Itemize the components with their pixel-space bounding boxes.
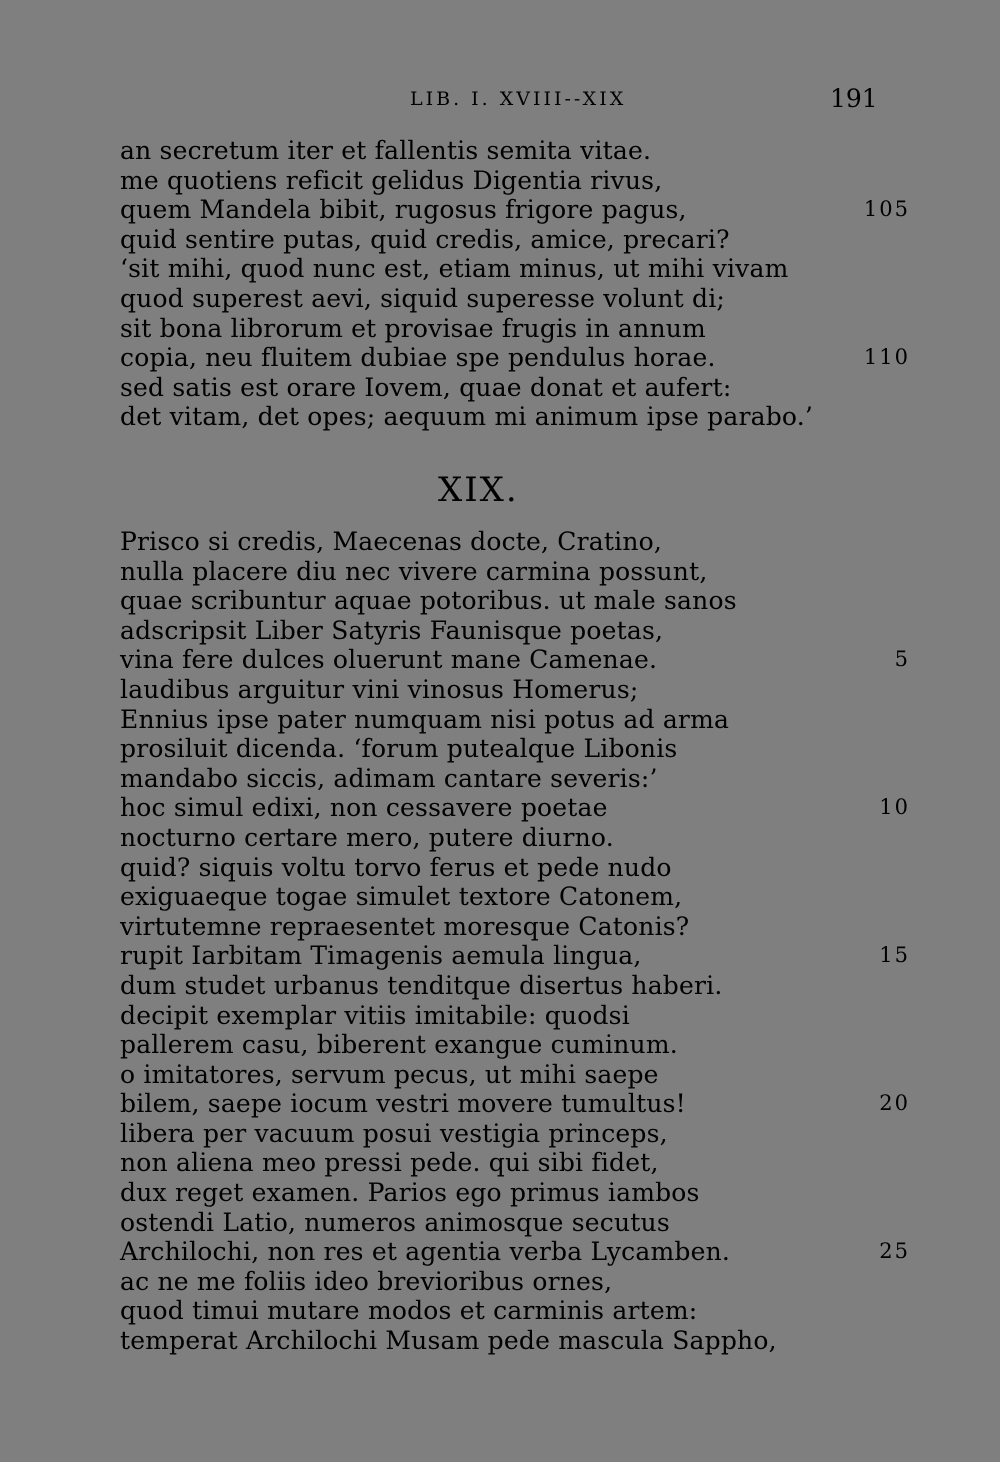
verse-line [0,705,1000,735]
verse-text: sed satis est orare Iovem, quae donat et aufert: [120,372,732,402]
verse-text: mandabo siccis, adimam cantare severis:’ [120,763,658,793]
verse-text: dum studet urbanus tenditque disertus haberi. [120,970,723,1000]
verse-line [0,734,1000,764]
verse-text: Archilochi, non res et agentia verba Lycamben. [120,1237,731,1267]
verse-text: pallerem casu, biberent exangue cuminum. [120,1030,678,1060]
line-number: 110 [863,345,910,370]
verse-text: copia, neu fluitem dubiae spe pendulus horae. [120,343,716,373]
verse-text: nocturno certare mero, putere diurno. [120,822,614,852]
verse-text: bilem, saepe iocum vestri movere tumultus! [120,1089,686,1119]
verse-line [0,616,1000,646]
verse-line [0,373,1000,403]
verse-line [0,823,1000,853]
verse-line [0,912,1000,942]
verse-line [0,284,1000,314]
verse-line [0,557,1000,587]
verse-text: exiguaeque togae simulet textore Catonem, [120,882,683,912]
verse-line [0,764,1000,794]
verse-text: ac ne me foliis ideo brevioribus ornes, [120,1266,613,1296]
verse-text: hoc simul edixi, non cessavere poetae [120,793,608,823]
verse-line [0,195,1000,225]
verse-text: Ennius ipse pater numquam nisi potus ad arma [120,704,730,734]
verse-line [0,1237,1000,1267]
verse-line [0,586,1000,616]
verse-text: quid? siquis voltu torvo ferus et pede nudo [120,852,672,882]
verse-text: rupit Iarbitam Timagenis aemula lingua, [120,941,642,971]
verse-line [0,1296,1000,1326]
verse-text: quid sentire putas, quid credis, amice, precari? [120,224,730,254]
verse-line [0,527,1000,557]
verse-line [0,1089,1000,1119]
verse-line [0,1208,1000,1238]
verse-text: decipit exemplar vitiis imitabile: quodsi [120,1000,630,1030]
verse-text: Prisco si credis, Maecenas docte, Cratino, [120,527,663,556]
verse-line [0,1267,1000,1297]
verse-text: sit bona librorum et provisae frugis in annum [120,313,706,343]
verse-text: quae scribuntur aquae potoribus. ut male sanos [120,586,737,616]
page-number: 191 [830,84,878,113]
running-head [0,84,1000,118]
verse-line [0,1001,1000,1031]
epistle-xix [0,527,1000,1356]
verse-line [0,941,1000,971]
verse-text: prosiluit dicenda. ‘forum putealque Libonis [120,734,678,764]
running-title: LIB. I. XVIII--XIX [410,88,627,110]
verse-text: quem Mandela bibit, rugosus frigore pagus, [120,195,687,225]
verse-line [0,166,1000,196]
poem-heading-text: XIX. [438,470,519,510]
verse-text: laudibus arguitur vini vinosus Homerus; [120,674,639,704]
verse-text: me quotiens reficit gelidus Digentia rivus, [120,165,663,195]
verse-text: libera per vacuum posui vestigia princeps, [120,1118,668,1148]
epistle-xviii-end [0,136,1000,432]
verse-text: ostendi Latio, numeros animosque secutus [120,1207,670,1237]
verse-text: nulla placere diu nec vivere carmina possunt, [120,556,708,586]
verse-line [0,402,1000,432]
verse-text: non aliena meo pressi pede. qui sibi fidet, [120,1148,659,1178]
line-number: 10 [879,795,910,820]
verse-text: ‘sit mihi, quod nunc est, etiam minus, ut mihi vivam [120,254,789,284]
verse-text: temperat Archilochi Musam pede mascula Sappho, [120,1326,777,1356]
verse-text: dux reget examen. Parios ego primus iambos [120,1178,700,1208]
verse-line [0,136,1000,166]
verse-line [0,1178,1000,1208]
verse-line [0,1148,1000,1178]
verse-line [0,882,1000,912]
verse-text: o imitatores, servum pecus, ut mihi saepe [120,1059,659,1089]
verse-line [0,675,1000,705]
verse-text: vina fere dulces oluerunt mane Camenae. [120,645,658,675]
verse-line [0,1030,1000,1060]
verse-text: det vitam, det opes; aequum mi animum ipse parabo.’ [120,402,814,432]
verse-text: virtutemne repraesentet moresque Catonis? [120,911,690,941]
line-number: 20 [879,1091,910,1116]
line-number: 5 [894,647,910,672]
verse-line [0,1060,1000,1090]
verse-text: adscripsit Liber Satyris Faunisque poetas, [120,615,664,645]
line-number: 105 [863,197,910,222]
verse-line [0,254,1000,284]
line-number: 25 [879,1239,910,1264]
verse-line [0,1326,1000,1356]
verse-text: an secretum iter et fallentis semita vitae. [120,136,652,165]
verse-line [0,853,1000,883]
verse-line [0,314,1000,344]
verse-line [0,793,1000,823]
verse-line [0,343,1000,373]
verse-line [0,225,1000,255]
verse-line [0,971,1000,1001]
line-number: 15 [879,943,910,968]
verse-line [0,1119,1000,1149]
verse-text: quod superest aevi, siquid superesse volunt di; [120,283,726,313]
verse-line [0,645,1000,675]
verse-text: quod timui mutare modos et carminis artem: [120,1296,698,1326]
